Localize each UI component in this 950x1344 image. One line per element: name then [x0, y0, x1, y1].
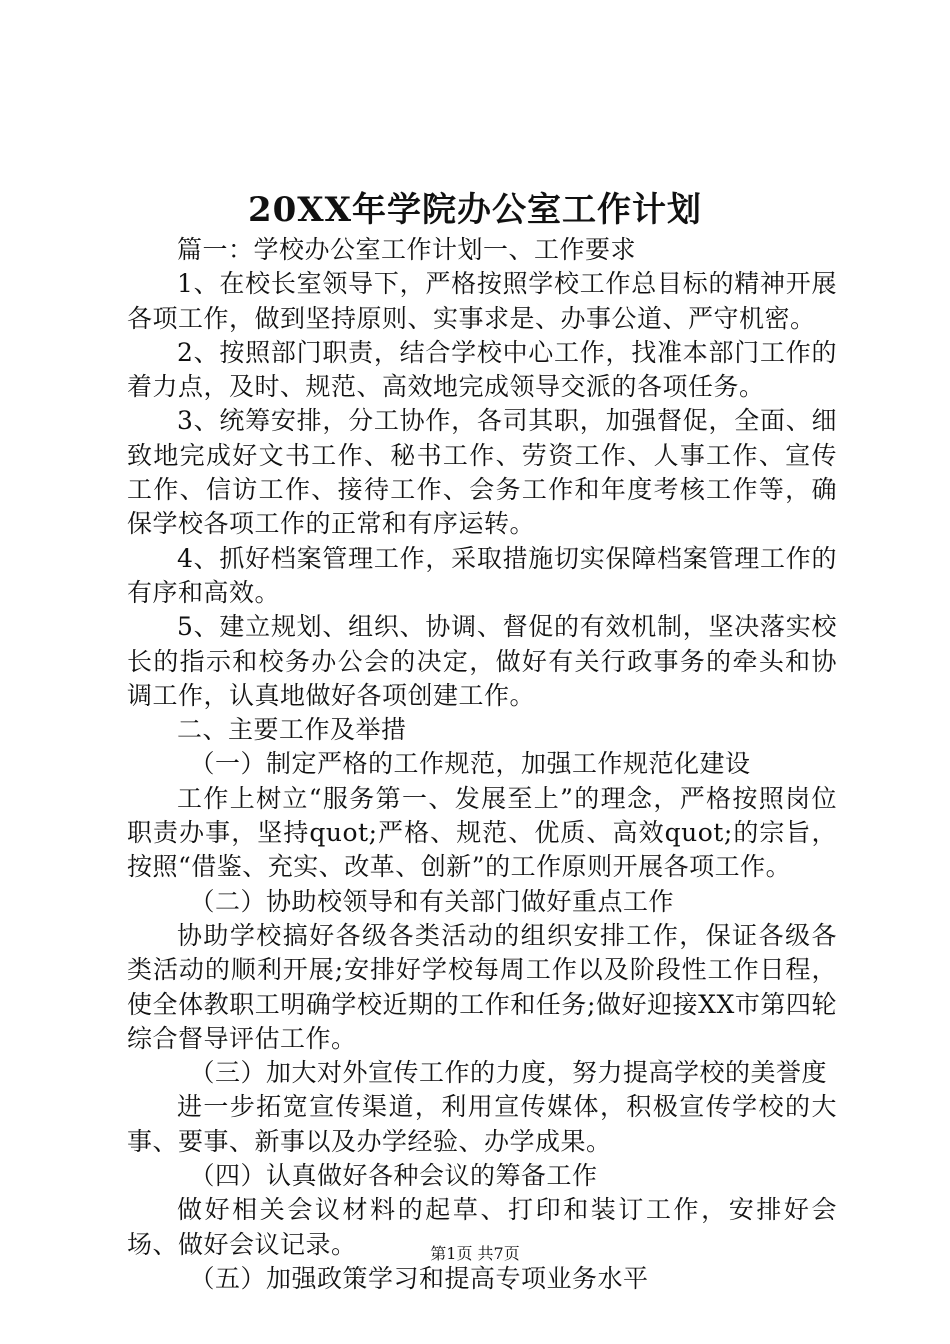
paragraph: 进一步拓宽宣传渠道，利用宣传媒体，积极宣传学校的大事、要事、新事以及办学经验、办学成果。: [127, 1092, 837, 1156]
subsection-heading: （一）制定严格的工作规范，加强工作规范化建设: [189, 749, 751, 779]
subsection-heading: （二）协助校领导和有关部门做好重点工作: [189, 886, 675, 916]
paragraph: 做好相关会议材料的起草、打印和装订工作，安排好会场、做好会议记录。: [127, 1195, 837, 1259]
subsection-heading: （四）认真做好各种会议的筹备工作: [189, 1161, 598, 1191]
subsection-heading: （三）加大对外宣传工作的力度，努力提高学校的美誉度: [189, 1058, 828, 1088]
paragraph: 1、在校长室领导下，严格按照学校工作总目标的精神开展各项工作，做到坚持原则、实事求是、办事公道、严守机密。: [127, 269, 837, 333]
paragraph: 2、按照部门职责，结合学校中心工作，找准本部门工作的着力点，及时、规范、高效地完成领导交派的各项任务。: [127, 337, 837, 402]
paragraph: 4、抓好档案管理工作，采取措施切实保障档案管理工作的有序和高效。: [127, 543, 837, 607]
document-title: 20XX年学院办公室工作计划: [247, 190, 703, 230]
paragraph: 工作上树立“服务第一、发展至上”的理念，严格按照岗位职责办事，坚持quot;严格、规范、优质、高效quot;的宗旨，按照“借鉴、充实、改革、创新”的工作原则开展各项工作。: [127, 783, 837, 882]
paragraph: 3、统筹安排，分工协作，各司其职，加强督促，全面、细致地完成好文书工作、秘书工作、劳资工作、人事工作、宣传工作、信访工作、接待工作、会务工作和年度考核工作等，确保学校各项工作的正常和有序运转。: [127, 406, 837, 539]
paragraph: 5、建立规划、组织、协调、督促的有效机制，坚决落实校长的指示和校务办公会的决定，做好有关行政事务的牵头和协调工作，认真地做好各项创建工作。: [127, 612, 837, 710]
paragraph: 篇一：学校办公室工作计划一、工作要求: [177, 235, 637, 264]
section-heading: 二、主要工作及举措: [177, 715, 407, 745]
paragraph: 协助学校搞好各级各类活动的组织安排工作，保证各级各类活动的顺利开展;安排好学校每周工作以及阶段性工作日程，使全体教职工明确学校近期的工作和任务;做好迎接XX市第四轮综合督导评估工作。: [127, 920, 837, 1053]
page-footer: 第1页 共7页: [430, 1244, 520, 1263]
subsection-heading: （五）加强政策学习和提高专项业务水平: [189, 1263, 649, 1293]
document-body: [127, 233, 837, 1296]
